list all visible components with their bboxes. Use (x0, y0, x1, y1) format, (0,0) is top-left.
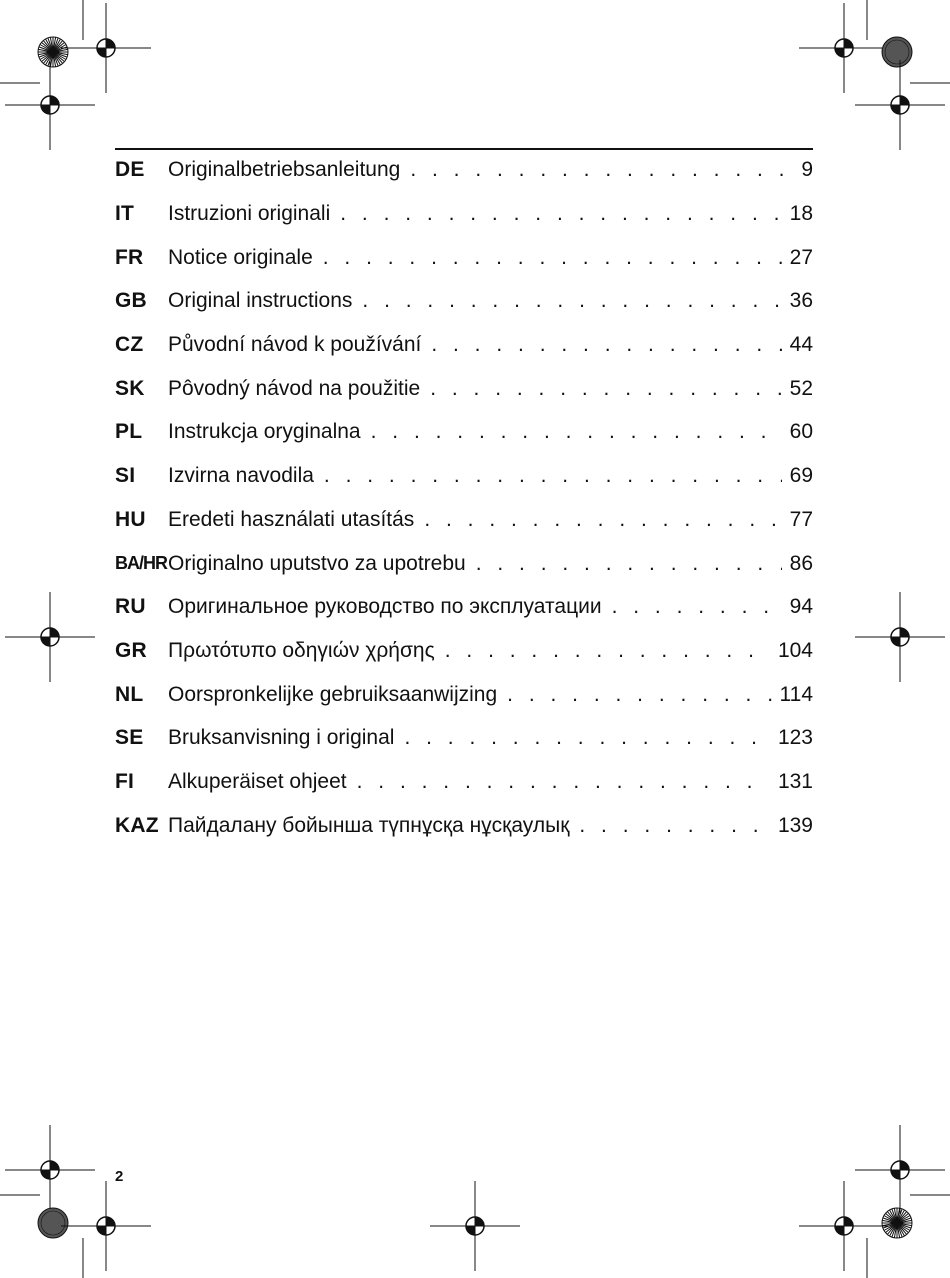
toc-page-number: 18 (789, 202, 813, 226)
toc-page-number: 131 (777, 769, 813, 793)
toc-title: Istruzioni originali (168, 202, 331, 226)
toc-language-code: IT (115, 202, 135, 226)
toc-page-number: 36 (789, 289, 813, 313)
toc-title: Izvirna navodila (168, 464, 314, 488)
toc-title: Oorspronkelijke gebruiksaanwijzing (168, 682, 498, 706)
toc-language-code: DE (115, 158, 145, 182)
toc-language-code: SI (115, 464, 136, 488)
toc-entry (115, 410, 813, 454)
toc-dot-leader (424, 509, 781, 530)
toc-language-code: SK (115, 376, 145, 400)
toc-dot-leader (430, 378, 781, 399)
toc-dot-leader (612, 596, 782, 617)
starburst-target-icon (38, 37, 68, 67)
solid-disc-target-icon (882, 37, 912, 67)
toc-dot-leader (340, 203, 781, 224)
toc-entry (115, 235, 813, 279)
toc-language-code: CZ (115, 333, 144, 357)
toc-dot-leader (410, 159, 785, 180)
toc-dot-leader (579, 815, 770, 836)
toc-language-code: KAZ (115, 813, 159, 837)
toc-entry (115, 803, 813, 847)
toc-list (115, 148, 813, 847)
toc-dot-leader (445, 640, 770, 661)
toc-title: Bruksanvisning i original (168, 726, 395, 750)
toc-language-code: BA/HR (115, 553, 167, 574)
crosshair-registration-icon (855, 60, 945, 150)
toc-dot-leader (371, 421, 782, 442)
toc-page-number: 27 (789, 245, 813, 269)
crosshair-registration-icon (61, 1181, 151, 1271)
toc-language-code: GR (115, 638, 147, 662)
toc-title: Пайдалану бойынша түпнұсқа нұсқаулық (168, 813, 570, 837)
crosshair-registration-icon (5, 592, 95, 682)
toc-title: Alkuperäiset ohjeet (168, 769, 347, 793)
toc-title: Instrukcja oryginalna (168, 420, 361, 444)
toc-page-number: 60 (789, 420, 813, 444)
toc-page-number: 123 (777, 726, 813, 750)
toc-title: Notice originale (168, 245, 313, 269)
toc-language-code: SE (115, 726, 144, 750)
toc-entry (115, 366, 813, 410)
toc-title: Původní návod k používání (168, 333, 422, 357)
toc-entry (115, 148, 813, 192)
toc-entry (115, 498, 813, 542)
crosshair-registration-icon (5, 60, 95, 150)
toc-language-code: RU (115, 595, 146, 619)
toc-language-code: FR (115, 245, 144, 269)
toc-page-number: 104 (777, 638, 813, 662)
toc-title: Πρωτότυπο οδηγιών χρήσης (168, 638, 435, 662)
toc-entry (115, 672, 813, 716)
toc-language-code: NL (115, 682, 144, 706)
toc-title: Pôvodný návod na použitie (168, 376, 421, 400)
toc-entry (115, 192, 813, 236)
toc-entry (115, 629, 813, 673)
toc-language-code: PL (115, 420, 143, 444)
toc-entry (115, 279, 813, 323)
crosshair-registration-icon (855, 592, 945, 682)
toc-page-number: 94 (789, 595, 813, 619)
toc-page-number: 44 (789, 333, 813, 357)
toc-title: Original instructions (168, 289, 353, 313)
toc-dot-leader (324, 465, 782, 486)
toc-dot-leader (362, 290, 781, 311)
solid-disc-target-icon (38, 1208, 68, 1238)
crosshair-registration-icon (61, 3, 151, 93)
toc-dot-leader (431, 334, 781, 355)
crosshair-registration-icon (799, 3, 889, 93)
toc-page-number: 52 (789, 376, 813, 400)
toc-language-code: GB (115, 289, 147, 313)
toc-page-number: 139 (777, 813, 813, 837)
starburst-target-icon (882, 1208, 912, 1238)
toc-title: Originalno uputstvo za upotrebu (168, 551, 466, 575)
toc-page-number: 86 (789, 551, 813, 575)
toc-entry (115, 716, 813, 760)
toc-page-number: 114 (779, 682, 813, 706)
toc-dot-leader (507, 684, 771, 705)
crosshair-registration-icon (799, 1181, 889, 1271)
toc-page-number: 69 (789, 464, 813, 488)
toc-dot-leader (323, 247, 782, 268)
toc-entry (115, 323, 813, 367)
table-of-contents (115, 148, 813, 847)
toc-language-code: HU (115, 507, 146, 531)
toc-entry (115, 760, 813, 804)
toc-page-number: 9 (801, 158, 813, 182)
toc-entry (115, 585, 813, 629)
crosshair-registration-icon (855, 1125, 945, 1215)
toc-title: Eredeti használati utasítás (168, 507, 415, 531)
page-number: 2 (115, 1168, 124, 1185)
toc-page-number: 77 (789, 507, 813, 531)
toc-dot-leader (476, 553, 782, 574)
toc-dot-leader (404, 727, 770, 748)
toc-dot-leader (357, 771, 770, 792)
toc-title: Оригинальное руководство по эксплуатации (168, 595, 602, 619)
toc-title: Originalbetriebsanleitung (168, 158, 401, 182)
toc-language-code: FI (115, 769, 135, 793)
crosshair-registration-icon (5, 1125, 95, 1215)
toc-entry (115, 454, 813, 498)
toc-entry (115, 541, 813, 585)
crosshair-registration-icon (430, 1181, 520, 1271)
